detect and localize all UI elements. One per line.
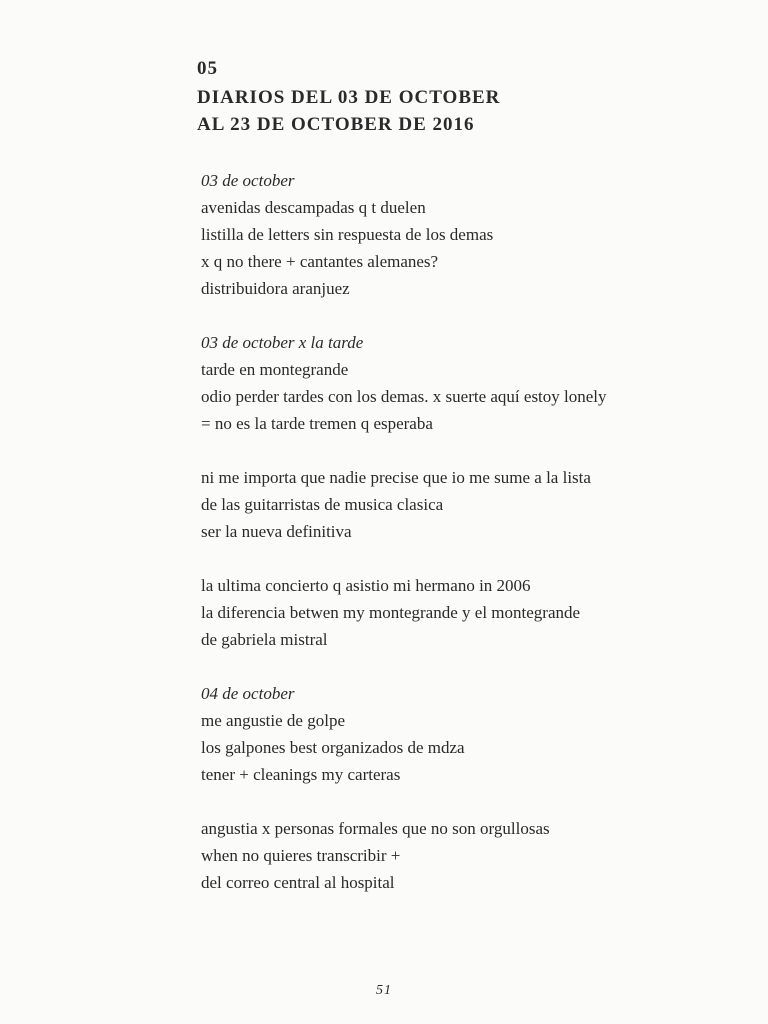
poem-line: ni me importa que nadie precise que io me sume a la lista: [201, 468, 591, 487]
poem-line: listilla de letters sin respuesta de los demas: [201, 225, 494, 244]
poem-line: avenidas descampadas q t duelen: [201, 198, 426, 217]
poem-line: x q no there + cantantes alemanes?: [201, 252, 439, 271]
entry-date-heading: 04 de october: [201, 684, 295, 703]
diary-entry: [201, 167, 741, 302]
chapter-title: [197, 84, 500, 138]
diary-entry: [201, 329, 741, 653]
chapter-title-line-2: AL 23 DE OCTOBER DE 2016: [197, 114, 475, 135]
poem-line: distribuidora aranjuez: [201, 279, 350, 298]
poem-line: de gabriela mistral: [201, 630, 328, 649]
stanza-gap: [201, 788, 741, 815]
diary-entry: [201, 680, 741, 896]
poem-line: odio perder tardes con los demas. x suerte aquí estoy lonely: [201, 387, 607, 406]
poem-line: de las guitarristas de musica clasica: [201, 495, 444, 514]
entry-date-heading: 03 de october: [201, 171, 295, 190]
poem-line: tarde en montegrande: [201, 360, 349, 379]
diary-entries: [201, 167, 741, 896]
poem-line: when no quieres transcribir +: [201, 846, 401, 865]
stanza-gap: [201, 545, 741, 572]
poem-line: = no es la tarde tremen q esperaba: [201, 414, 433, 433]
chapter-number: 05: [197, 58, 218, 79]
chapter-title-line-1: DIARIOS DEL 03 DE OCTOBER: [197, 87, 501, 108]
stanza-gap: [201, 653, 741, 680]
entry-date-heading: 03 de october x la tarde: [201, 333, 364, 352]
poem-line: tener + cleanings my carteras: [201, 765, 401, 784]
poem-line: la ultima concierto q asistio mi hermano in 2006: [201, 576, 531, 595]
stanza-gap: [201, 437, 741, 464]
poem-line: los galpones best organizados de mdza: [201, 738, 465, 757]
poem-line: ser la nueva definitiva: [201, 522, 352, 541]
stanza-gap: [201, 302, 741, 329]
page-number: 51: [376, 983, 392, 998]
poem-line: angustia x personas formales que no son orgullosas: [201, 819, 550, 838]
poem-line: me angustie de golpe: [201, 711, 345, 730]
poem-line: del correo central al hospital: [201, 873, 395, 892]
poem-line: la diferencia betwen my montegrande y el montegrande: [201, 603, 581, 622]
